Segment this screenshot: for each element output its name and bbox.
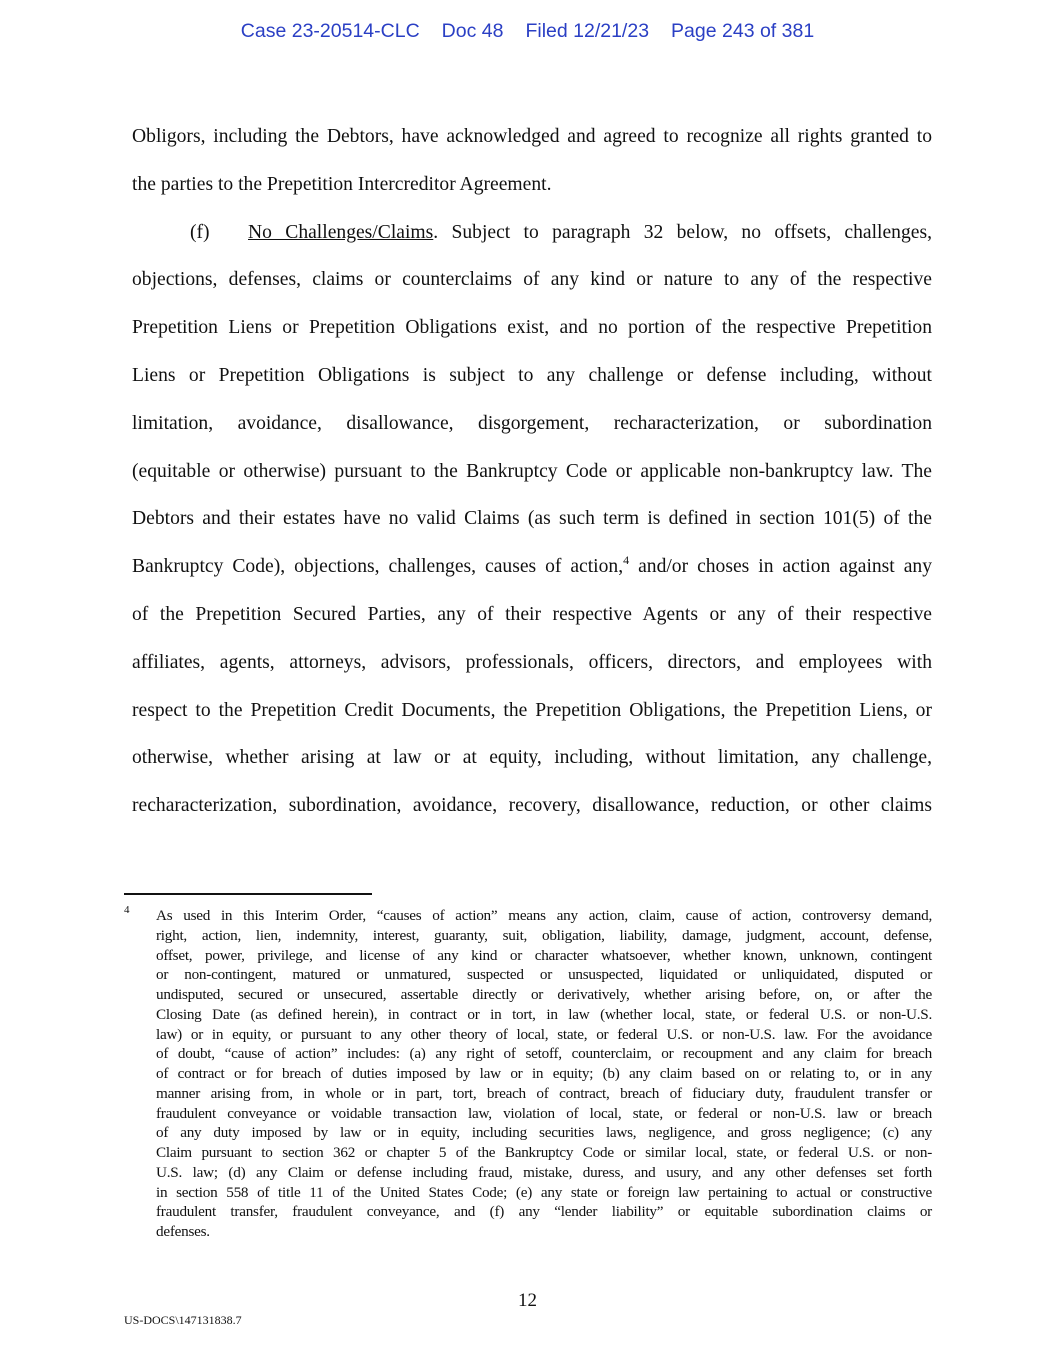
footnote-line: defenses.	[156, 1223, 210, 1240]
body-line: Liens or Prepetition Obligations is subject to any challenge or defense including, without	[132, 364, 932, 386]
footnote-line: Closing Date (as defined herein), in contract or in tort, in law (whether local, state, or federal U.S. or non-U.S.	[156, 1005, 932, 1023]
body-line: (equitable or otherwise) pursuant to the Bankruptcy Code or applicable non-bankruptcy law. The	[132, 460, 932, 482]
doc-number: Doc 48	[441, 20, 504, 42]
footnote-line: in section 558 of title 11 of the United States Code; (e) any state or foreign law pertaining to actual or constructive	[156, 1183, 932, 1201]
body-line: affiliates, agents, attorneys, advisors, professionals, officers, directors, and employees with	[132, 651, 932, 673]
filed-date: Filed 12/21/23	[525, 20, 650, 42]
body-line: recharacterization, subordination, avoidance, recovery, disallowance, reduction, or other claims	[132, 795, 932, 817]
body-text	[132, 122, 932, 839]
page-number: 12	[518, 1290, 537, 1311]
footnote-line: of doubt, “cause of action” includes: (a) any right of setoff, counterclaim, or recoupment and any claim for breach	[156, 1045, 932, 1063]
document-id: US-DOCS\147131838.7	[124, 1313, 242, 1327]
footnote-separator	[124, 893, 372, 895]
body-line-text: Bankruptcy Code), objections, challenges, causes of action,	[132, 556, 624, 578]
section-heading: No Challenges/Claims	[248, 221, 434, 243]
footnote-line: Claim pursuant to section 362 or chapter 5 of the Bankruptcy Code or similar local, state, or federal U.S. or non-	[156, 1144, 932, 1161]
footnote-reference: 4	[623, 553, 630, 568]
footnote-line: fraudulent conveyance or voidable transaction law, violation of local, state, or federal or non-U.S. law or breach	[156, 1104, 932, 1122]
paragraph-marker: (f)	[190, 221, 210, 243]
footnote-line: right, action, lien, indemnity, interest, guaranty, suit, obligation, liability, damage, judgment, account, defense,	[156, 926, 932, 944]
footnote-line: of contract or for breach of duties imposed by law or in equity; (b) any claim based on or relating to, or in any	[156, 1065, 932, 1082]
body-line: limitation, avoidance, disallowance, disgorgement, recharacterization, or subordination	[132, 412, 932, 434]
body-line: Prepetition Liens or Prepetition Obligations exist, and no portion of the respective Prepetition	[132, 317, 932, 339]
body-line: respect to the Prepetition Credit Documents, the Prepetition Obligations, the Prepetition Liens, or	[132, 699, 932, 721]
case-number: Case 23-20514-CLC	[240, 20, 420, 42]
body-line: Debtors and their estates have no valid Claims (as such term is defined in section 101(5) of the	[132, 508, 932, 530]
footnote-line: manner arising from, in whole or in part, tort, breach of contract, breach of fiduciary duty, fraudulent transfer or	[156, 1084, 932, 1102]
footnote-line: law) or in equity, or pursuant to any other theory of local, state, or federal U.S. or non-U.S. law. For the avoidance	[156, 1025, 932, 1043]
footnote-line: undisputed, secured or unsecured, assertable directly or derivatively, whether arising before, on, or after the	[156, 986, 932, 1003]
footnote-text	[156, 906, 932, 1242]
footnote-line: As used in this Interim Order, “causes of action” means any action, claim, cause of action, controversy demand,	[156, 907, 932, 924]
paragraph-f-line	[132, 218, 932, 266]
footnote-line: U.S. law; (d) any Claim or defense including fraud, mistake, duress, and usury, and any other defenses set forth	[156, 1163, 932, 1181]
body-line: of the Prepetition Secured Parties, any of their respective Agents or any of their respective	[132, 603, 932, 625]
footnote-line: or non-contingent, matured or unmatured, suspected or unsuspected, liquidated or unliquidated, disputed or	[156, 966, 932, 984]
body-line: Obligors, including the Debtors, have acknowledged and agreed to recognize all rights granted to	[132, 126, 932, 147]
body-line: the parties to the Prepetition Intercreditor Agreement.	[132, 173, 552, 195]
footnote-line: offset, power, privilege, and license of any kind or character whatsoever, whether known, unknown, contingent	[156, 946, 932, 964]
body-line: otherwise, whether arising at law or at equity, including, without limitation, any challenge,	[132, 747, 932, 769]
case-header	[0, 20, 1055, 43]
footnote-line: fraudulent transfer, fraudulent conveyance, and (f) any “lender liability” or equitable subordination claims or	[156, 1203, 932, 1221]
body-line	[132, 552, 932, 600]
footnote-number: 4	[124, 904, 130, 916]
body-line: objections, defenses, claims or counterclaims of any kind or nature to any of the respective	[132, 269, 932, 291]
footnote-line: of any duty imposed by law or in equity, including securities laws, negligence, and gross negligence; (c) any	[156, 1124, 932, 1142]
body-line-text: and/or choses in action against any	[629, 556, 932, 578]
body-line-text: . Subject to paragraph 32 below, no offsets, challenges,	[433, 221, 932, 243]
page-count: Page 243 of 381	[671, 20, 815, 42]
